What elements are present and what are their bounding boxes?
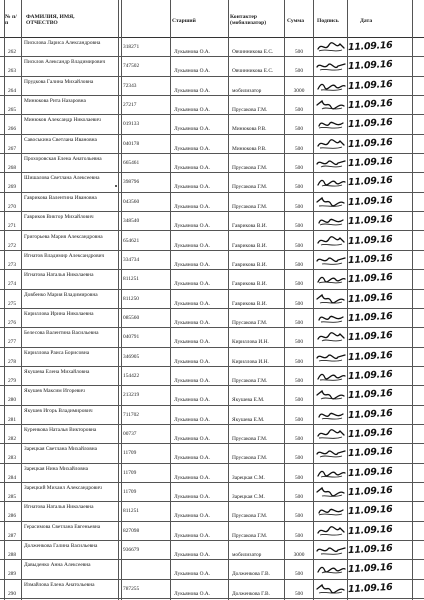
elder-name: Лукьянова О.А. — [174, 145, 211, 152]
person-name: Минюкова Рита Назаровна — [24, 98, 86, 105]
amount: 500 — [294, 397, 304, 404]
mobilizer-name: Прусакова Г.М. — [232, 203, 268, 210]
handwritten-date: 11.09.16 — [347, 562, 393, 576]
passport-code: 11709 — [123, 469, 137, 476]
table-header — [0, 0, 424, 38]
elder-name: Лукьянова О.А. — [174, 571, 211, 578]
amount: 500 — [294, 184, 304, 191]
header-sum: Сумма — [287, 18, 305, 24]
amount: 500 — [294, 377, 304, 384]
row-number: 264 — [7, 87, 17, 94]
handwritten-date: 11.09.16 — [347, 349, 393, 363]
row-number: 262 — [7, 49, 17, 55]
table-row — [0, 173, 424, 192]
row-number: 274 — [7, 281, 17, 288]
row-number: 289 — [7, 571, 17, 578]
passport-code: 654621 — [123, 237, 140, 244]
mobilizer-name: Зарецкая С.М. — [232, 474, 265, 481]
person-name: Зарецкий Михаил Александрович — [24, 485, 102, 492]
amount: 500 — [294, 474, 304, 481]
table-row — [0, 348, 424, 367]
amount: 500 — [294, 513, 304, 520]
handwritten-signature — [316, 175, 346, 189]
handwritten-signature — [316, 234, 346, 248]
row-number: 263 — [7, 68, 17, 75]
passport-code: 811251 — [123, 508, 139, 515]
header-date: Дата — [360, 18, 373, 24]
person-name: Зарецкая Светлана Михайловна — [24, 446, 98, 453]
mobilizer-name: Прусакова Г.М. — [232, 455, 268, 462]
amount: 500 — [294, 223, 304, 230]
amount: 500 — [294, 281, 304, 288]
handwritten-signature — [316, 79, 346, 93]
person-name: Зарецкая Нина Михайловна — [24, 465, 89, 472]
table-row — [0, 444, 424, 463]
elder-name: Лукьянова О.А. — [174, 242, 211, 249]
amount: 500 — [294, 339, 304, 346]
row-number: 275 — [7, 300, 17, 307]
passport-code: 154422 — [123, 372, 140, 379]
row-number: 287 — [7, 532, 17, 539]
person-name: Измайлова Елена Анатольевна — [24, 581, 95, 588]
handwritten-signature — [316, 388, 346, 402]
row-number: 266 — [7, 126, 17, 133]
grid-line — [284, 0, 285, 600]
handwritten-date: 11.09.16 — [347, 136, 393, 150]
elder-name: Лукьянова О.А. — [174, 358, 211, 365]
amount: 500 — [294, 68, 304, 75]
grid-line — [313, 0, 314, 600]
amount: 500 — [294, 416, 304, 423]
amount: 500 — [294, 203, 304, 210]
table-row — [0, 38, 424, 57]
table-row — [0, 193, 424, 212]
elder-name: Лукьянова О.А. — [174, 494, 211, 501]
elder-name: Лукьянова О.А. — [174, 590, 211, 597]
mobilizer-name: мобилизатор — [232, 552, 262, 559]
amount: 500 — [294, 590, 304, 597]
mobilizer-name: Гаврикова В.И. — [232, 223, 267, 230]
elder-name: Лукьянова О.А. — [174, 455, 211, 462]
elder-name: Лукьянова О.А. — [174, 416, 211, 423]
amount: 500 — [294, 494, 304, 501]
row-number: 269 — [7, 184, 17, 191]
row-number: 272 — [7, 242, 17, 249]
row-number: 276 — [7, 319, 17, 326]
passport-code: 11709 — [123, 489, 137, 496]
grid-line — [412, 0, 413, 600]
handwritten-signature — [316, 253, 346, 267]
passport-code: 811251 — [123, 276, 139, 283]
header-name: ФАМИЛИЯ, ИМЯ, ОТЧЕСТВО — [26, 14, 75, 27]
mobilizer-name: Гаврикова В.И. — [232, 300, 267, 307]
row-number: 290 — [7, 590, 17, 597]
table-row — [0, 560, 424, 579]
amount: 500 — [294, 126, 304, 133]
handwritten-date: 11.09.16 — [347, 39, 393, 54]
person-name: Савоськина Светлана Ивановна — [24, 136, 97, 143]
passport-code: 747502 — [123, 63, 140, 70]
row-number: 286 — [7, 513, 17, 520]
amount: 500 — [294, 571, 304, 578]
row-number: 279 — [7, 377, 17, 384]
elder-name: Лукьянова О.А. — [174, 532, 211, 539]
person-name: Куренкова Наталья Викторовна — [24, 427, 97, 433]
mobilizer-name: Овчинникова Е.С. — [232, 68, 274, 75]
handwritten-signature — [316, 524, 346, 538]
amount: 500 — [294, 107, 304, 114]
passport-code: 665461 — [123, 160, 140, 167]
table-row — [0, 464, 424, 483]
row-number: 285 — [7, 494, 17, 501]
handwritten-date: 11.09.16 — [347, 117, 393, 131]
person-name: Белесова Валентина Васильевна — [24, 330, 99, 337]
handwritten-date: 11.09.16 — [347, 272, 393, 286]
person-name: Игнатов Владимир Александрович — [24, 252, 105, 259]
handwritten-date: 11.09.16 — [347, 233, 393, 247]
handwritten-signature — [316, 195, 346, 209]
row-number: 280 — [7, 397, 17, 404]
handwritten-signature — [316, 214, 346, 228]
handwritten-signature — [316, 137, 346, 151]
row-number: 267 — [7, 145, 17, 152]
handwritten-date: 11.09.16 — [347, 330, 393, 344]
handwritten-date: 11.09.16 — [347, 523, 393, 537]
elder-name: Лукьянова О.А. — [174, 474, 211, 481]
table-row — [0, 522, 424, 541]
amount: 500 — [294, 300, 304, 307]
table-row — [0, 290, 424, 309]
handwritten-signature — [316, 156, 346, 170]
amount: 500 — [294, 145, 304, 152]
person-name: Игнатова Наталья Николаевна — [24, 504, 94, 511]
elder-name: Лукьянова О.А. — [174, 281, 211, 288]
row-number: 265 — [7, 107, 17, 114]
handwritten-date: 11.09.16 — [347, 194, 393, 208]
table-row — [0, 232, 424, 251]
handwritten-date: 11.09.16 — [347, 465, 393, 479]
elder-name: Лукьянова О.А. — [174, 552, 211, 559]
passport-code: 348540 — [123, 218, 140, 225]
mobilizer-name: Гаврикова В.И. — [232, 281, 267, 288]
table-row — [0, 115, 424, 134]
person-name: Якушев Игорь Владимирович — [24, 407, 93, 414]
handwritten-signature — [316, 582, 346, 596]
elder-name: Лукьянова О.А. — [174, 377, 211, 384]
handwritten-signature — [316, 543, 346, 557]
table-row — [0, 251, 424, 270]
mobilizer-name: Прусакова Г.М. — [232, 319, 268, 326]
handwritten-signature — [316, 272, 346, 286]
handwritten-date: 11.09.16 — [347, 78, 393, 92]
mobilizer-name: Долженкова Г.В. — [232, 590, 270, 597]
table-row — [0, 270, 424, 289]
elder-name: Лукьянова О.А. — [174, 68, 211, 75]
grid-line — [118, 0, 119, 600]
mobilizer-name: Якушева Е.М. — [232, 397, 265, 404]
table-row — [0, 425, 424, 444]
mobilizer-name: Прусакова Г.М. — [232, 377, 268, 384]
elder-name: Лукьянова О.А. — [174, 339, 211, 346]
row-number: 281 — [7, 416, 17, 423]
mobilizer-name: Якушева Е.М. — [232, 416, 265, 423]
handwritten-date: 11.09.16 — [347, 213, 393, 228]
passport-code: 334734 — [123, 256, 140, 263]
handwritten-date: 11.09.16 — [347, 426, 393, 441]
handwritten-signature — [316, 40, 346, 54]
row-number: 283 — [7, 455, 17, 462]
elder-name: Лукьянова О.А. — [174, 165, 211, 172]
passport-code: 711702 — [123, 411, 139, 418]
passport-code: 040178 — [123, 140, 140, 147]
amount: 500 — [294, 242, 304, 249]
amount: 500 — [294, 261, 304, 268]
handwritten-date: 11.09.16 — [347, 446, 393, 460]
table-row — [0, 212, 424, 231]
amount: 3000 — [293, 87, 305, 94]
handwritten-signature — [316, 408, 346, 422]
mobilizer-name: мобилизатор — [232, 87, 262, 94]
elder-name: Лукьянова О.А. — [174, 261, 211, 268]
handwritten-date: 11.09.16 — [347, 155, 393, 170]
header-number: № п/п — [5, 14, 17, 27]
person-name: Довбенко Мария Владимировна — [24, 291, 98, 298]
person-name: Писклова Лариса Александровна — [24, 40, 101, 46]
mobilizer-name: Зарецкая С.М. — [232, 494, 265, 501]
elder-name: Лукьянова О.А. — [174, 513, 211, 520]
elder-name: Лукьянова О.А. — [174, 126, 211, 133]
person-name: Гаврикова Валентина Ивановна — [24, 194, 97, 201]
mobilizer-name: Прусакова Г.М. — [232, 184, 268, 191]
row-number: 277 — [7, 339, 17, 346]
handwritten-date: 11.09.16 — [347, 291, 393, 305]
person-name: Григорьева Мария Александровна — [24, 233, 103, 240]
passport-code: 787255 — [123, 585, 140, 592]
amount: 500 — [294, 165, 304, 172]
person-name: Шишалова Светлана Алексеевна — [24, 175, 100, 182]
person-name: Игнатова Наталья Николаевна — [24, 272, 94, 279]
row-number: 284 — [7, 474, 17, 481]
row-number: 278 — [7, 358, 17, 365]
amount: 500 — [294, 358, 304, 365]
elder-name: Лукьянова О.А. — [174, 319, 211, 326]
person-name: Якушев Максим Игоревич — [24, 388, 85, 395]
row-number: 273 — [7, 261, 17, 268]
handwritten-date: 11.09.16 — [347, 542, 393, 557]
table-row — [0, 367, 424, 386]
header-elder: Старший — [172, 18, 196, 24]
row-number: 288 — [7, 552, 17, 559]
elder-name: Лукьянова О.А. — [174, 300, 211, 307]
handwritten-date: 11.09.16 — [347, 252, 393, 267]
passport-code: 085560 — [123, 314, 140, 321]
handwritten-signature — [316, 350, 346, 364]
table-row — [0, 135, 424, 154]
handwritten-date: 11.09.16 — [347, 97, 393, 112]
grid-line — [4, 0, 5, 600]
elder-name: Лукьянова О.А. — [174, 436, 211, 442]
amount: 500 — [294, 49, 304, 55]
handwritten-signature — [316, 311, 346, 325]
table-row — [0, 406, 424, 425]
handwritten-signature — [316, 330, 346, 344]
handwritten-date: 11.09.16 — [347, 175, 393, 189]
table-row — [0, 502, 424, 521]
person-name: Герасимова Светлана Евгеньевна — [24, 523, 101, 530]
handwritten-signature — [316, 446, 346, 460]
handwritten-date: 11.09.16 — [347, 59, 393, 73]
grid-line — [21, 0, 22, 600]
grid-line — [121, 0, 122, 600]
passport-code: 318271 — [123, 44, 140, 50]
header-mobilizer: Контактер (мобилизатор) — [230, 14, 267, 27]
table-row — [0, 386, 424, 405]
mobilizer-name: Гаврикова В.И. — [232, 242, 267, 249]
person-name: Писклов Александр Владимирович — [24, 59, 106, 66]
handwritten-date: 11.09.16 — [347, 504, 393, 518]
elder-name: Лукьянова О.А. — [174, 397, 211, 404]
row-number: 271 — [7, 223, 17, 230]
table-row — [0, 541, 424, 560]
mobilizer-name: Прусакова Г.М. — [232, 513, 268, 520]
person-name: Долженкова Галина Васильевна — [24, 543, 98, 550]
passport-code: 936679 — [123, 547, 140, 554]
amount: 500 — [294, 455, 304, 462]
passport-code: 398796 — [123, 179, 140, 186]
elder-name: Лукьянова О.А. — [174, 107, 211, 114]
table-row — [0, 57, 424, 76]
handwritten-signature — [316, 562, 346, 576]
mobilizer-name: Прусакова Г.М. — [232, 165, 268, 172]
handwritten-signature — [316, 117, 346, 131]
table-row — [0, 483, 424, 502]
person-name: Прудкова Галина Михайловна — [24, 78, 94, 85]
header-signature: Подпись — [317, 18, 339, 24]
row-number: 270 — [7, 203, 17, 210]
mobilizer-name: Овчинникова Е.С. — [232, 49, 274, 55]
table-row — [0, 154, 424, 173]
handwritten-date: 11.09.16 — [347, 581, 393, 595]
ink-mark — [115, 185, 117, 187]
passport-code: 00737 — [123, 431, 137, 437]
mobilizer-name: Долженкова Г.В. — [232, 571, 270, 578]
table-row — [0, 328, 424, 347]
grid-line — [347, 0, 348, 600]
mobilizer-name: Минюкова Р.В. — [232, 145, 267, 152]
handwritten-date: 11.09.16 — [347, 368, 393, 383]
handwritten-signature — [316, 466, 346, 480]
table-row — [0, 96, 424, 115]
mobilizer-name: Прусакова Г.М. — [232, 436, 268, 442]
amount: 500 — [294, 436, 304, 442]
amount: 3000 — [293, 552, 305, 559]
person-name: Кириллова Раиса Борисовна — [24, 349, 90, 356]
handwritten-signature — [316, 427, 346, 441]
passport-code: 346905 — [123, 353, 140, 360]
elder-name: Лукьянова О.А. — [174, 203, 211, 210]
handwritten-signature — [316, 292, 346, 306]
mobilizer-name: Прусакова Г.М. — [232, 532, 268, 539]
handwritten-signature — [316, 485, 346, 499]
passport-code: 827098 — [123, 527, 140, 534]
amount: 500 — [294, 319, 304, 326]
grid-line — [170, 0, 171, 600]
passport-code: 72343 — [123, 82, 137, 89]
mobilizer-name: Минюкова Р.В. — [232, 126, 267, 133]
person-name: Гавриков Виктор Михайлович — [24, 214, 94, 221]
person-name: Минюков Александр Николаевич — [24, 117, 101, 124]
passport-code: 043560 — [123, 198, 140, 205]
handwritten-date: 11.09.16 — [347, 388, 393, 402]
row-number: 268 — [7, 165, 17, 172]
person-name: Кириллова Ирина Николаевна — [24, 310, 94, 317]
mobilizer-name: Кириллова И.Н. — [232, 339, 269, 346]
handwritten-date: 11.09.16 — [347, 310, 393, 325]
passport-code: 019133 — [123, 121, 140, 128]
grid-line — [228, 0, 229, 600]
table-row — [0, 580, 424, 599]
person-name: Прохоровская Елена Анатольевна — [24, 156, 102, 163]
mobilizer-name: Прусакова Г.М. — [232, 107, 268, 114]
handwritten-date: 11.09.16 — [347, 484, 393, 499]
passport-code: 11709 — [123, 450, 137, 457]
person-name: Давыденко Анна Алексеевна — [24, 562, 91, 569]
handwritten-signature — [316, 369, 346, 383]
table-row — [0, 309, 424, 328]
passport-code: 811250 — [123, 295, 139, 302]
handwritten-signature — [316, 504, 346, 518]
elder-name: Лукьянова О.А. — [174, 223, 211, 230]
handwritten-date: 11.09.16 — [347, 407, 393, 421]
elder-name: Лукьянова О.А. — [174, 184, 211, 191]
passport-code: 040791 — [123, 334, 140, 341]
amount: 500 — [294, 532, 304, 539]
elder-name: Лукьянова О.А. — [174, 49, 211, 55]
elder-name: Лукьянова О.А. — [174, 87, 211, 94]
person-name: Якушева Елена Михайловна — [24, 368, 90, 375]
passport-code: 27217 — [123, 102, 137, 109]
handwritten-signature — [316, 98, 346, 112]
passport-code: 213219 — [123, 392, 140, 399]
mobilizer-name: Кириллова И.Н. — [232, 358, 269, 365]
handwritten-signature — [316, 59, 346, 73]
row-number: 282 — [7, 436, 17, 442]
mobilizer-name: Гаврикова В.И. — [232, 261, 267, 268]
table-row — [0, 77, 424, 96]
